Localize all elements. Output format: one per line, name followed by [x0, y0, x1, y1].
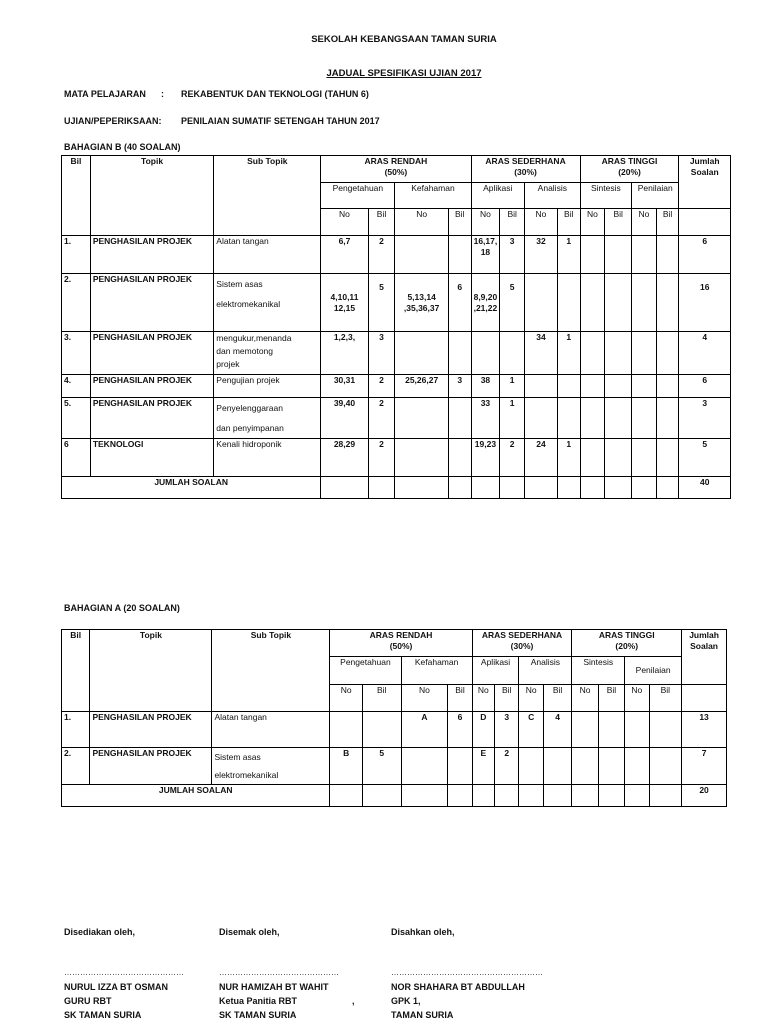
no-header: No [472, 685, 494, 712]
bil-header: Bil [448, 685, 472, 712]
jumlah-label: Jumlah [689, 156, 720, 166]
aras-rendah-label: ARAS RENDAH [369, 630, 433, 640]
col-topik-header: Topik [90, 156, 213, 236]
penilaian-no [632, 375, 657, 398]
penilaian-bil [656, 375, 679, 398]
kefahaman-bil: 3 [448, 375, 471, 398]
aplikasi-no [471, 332, 500, 375]
analisis-bil [543, 748, 572, 785]
no-header: No [525, 209, 558, 236]
penilaian-no [632, 332, 657, 375]
kefahaman-no [395, 236, 449, 274]
kefahaman-no [395, 274, 449, 332]
soalan-label: Soalan [690, 641, 718, 651]
penilaian-bil [649, 748, 682, 785]
pengetahuan-bil: 2 [368, 236, 395, 274]
pengetahuan-no: 39,40 [321, 398, 368, 439]
total-label: JUMLAH SOALAN [62, 785, 330, 807]
pengetahuan-no-line: 12,15 [333, 302, 356, 313]
aras-sederhana-label: ARAS SEDERHANA [481, 630, 563, 640]
kefahaman-header: Kefahaman [401, 657, 472, 685]
no-header: No [572, 685, 598, 712]
no-header: No [321, 209, 368, 236]
pengetahuan-no: 28,29 [321, 439, 368, 477]
aplikasi-no [471, 274, 500, 332]
col-subtopik-header: Sub Topik [214, 156, 321, 236]
sintesis-no [580, 332, 605, 375]
signatory-1-place: SK TAMAN SURIA [64, 1010, 142, 1020]
kefahaman-bil [448, 236, 471, 274]
penilaian-bil [656, 236, 679, 274]
sintesis-bil [598, 748, 624, 785]
bil-header: Bil [448, 209, 471, 236]
pengetahuan-bil: 3 [368, 332, 395, 375]
col-topik-header: Topik [90, 630, 212, 712]
total-value: 20 [682, 785, 727, 807]
pengetahuan-header: Pengetahuan [330, 657, 401, 685]
row-jumlah: 16 [679, 274, 731, 332]
row-subtopik: Alatan tangan [212, 712, 330, 748]
aplikasi-bil: 3 [500, 236, 525, 274]
signatory-2-place: SK TAMAN SURIA [219, 1010, 297, 1020]
signatory-2-comma: , [352, 996, 355, 1006]
aras-tinggi-percent: (20%) [618, 167, 641, 177]
row-number: 2. [62, 274, 91, 332]
sintesis-no [580, 439, 605, 477]
col-bil-header: Bil [62, 156, 91, 236]
total-value: 40 [679, 477, 731, 499]
signatory-2-name: NUR HAMIZAH BT WAHIT [219, 982, 329, 992]
school-name: SEKOLAH KEBANGSAAN TAMAN SURIA [311, 34, 497, 45]
no-header: No [471, 209, 500, 236]
no-header: No [632, 209, 657, 236]
row-topik: PENGHASILAN PROJEK [90, 274, 213, 332]
aplikasi-header: Aplikasi [472, 657, 519, 685]
header-row-1 [62, 630, 727, 657]
aplikasi-bil: 1 [500, 398, 525, 439]
sintesis-no [580, 398, 605, 439]
aras-sederhana-header [472, 630, 572, 657]
pengetahuan-no [321, 274, 368, 332]
sintesis-bil [605, 375, 632, 398]
analisis-header: Analisis [519, 657, 572, 685]
section-a-table [61, 629, 727, 807]
sintesis-no [580, 236, 605, 274]
penilaian-header: Penilaian [632, 183, 679, 209]
aplikasi-no [471, 236, 500, 274]
sintesis-no [580, 375, 605, 398]
aras-sederhana-percent: (30%) [510, 641, 534, 651]
bil-header: Bil [362, 685, 401, 712]
exam-label: UJIAN/PEPERIKSAAN: [64, 116, 162, 126]
signatory-3-name: NOR SHAHARA BT ABDULLAH [391, 982, 525, 992]
aplikasi-bil: 5 [500, 274, 525, 332]
kefahaman-no-line: 5,13,14 [407, 291, 436, 302]
sintesis-bil [605, 274, 632, 332]
row-subtopik [214, 332, 321, 375]
aras-tinggi-header [572, 630, 682, 657]
sintesis-header: Sintesis [580, 183, 631, 209]
signatory-1-name: NURUL IZZA BT OSMAN [64, 982, 168, 992]
row-jumlah: 4 [679, 332, 731, 375]
analisis-bil: 4 [543, 712, 572, 748]
row-topik: PENGHASILAN PROJEK [90, 398, 213, 439]
penilaian-bil [656, 439, 679, 477]
row-jumlah: 6 [679, 236, 731, 274]
aplikasi-bil: 1 [500, 375, 525, 398]
row-subtopik: Alatan tangan [214, 236, 321, 274]
jumlah-header [679, 156, 731, 209]
aras-sederhana-label: ARAS SEDERHANA [485, 156, 566, 166]
row-topik: PENGHASILAN PROJEK [90, 375, 213, 398]
section-a-title: BAHAGIAN A (20 SOALAN) [64, 603, 180, 613]
col-bil-header: Bil [62, 630, 90, 712]
sintesis-bil [605, 398, 632, 439]
analisis-bil: 1 [557, 439, 580, 477]
subject-label: MATA PELAJARAN [64, 89, 146, 99]
kefahaman-bil: 6 [448, 274, 471, 332]
analisis-no: 24 [525, 439, 558, 477]
analisis-no: 32 [525, 236, 558, 274]
subtopik-line: Sistem asas [214, 752, 261, 762]
kefahaman-no [395, 332, 449, 375]
aras-sederhana-percent: (30%) [514, 167, 537, 177]
table-row [62, 332, 731, 375]
pengetahuan-bil: 2 [368, 375, 395, 398]
bil-header: Bil [495, 685, 519, 712]
sintesis-bil [605, 439, 632, 477]
analisis-no: 34 [525, 332, 558, 375]
penilaian-no [632, 398, 657, 439]
row-number: 5. [62, 398, 91, 439]
aras-rendah-label: ARAS RENDAH [364, 156, 428, 166]
subject-value: REKABENTUK DAN TEKNOLOGI (TAHUN 6) [181, 89, 369, 99]
section-b-title: BAHAGIAN B (40 SOALAN) [64, 142, 181, 152]
aplikasi-no: 38 [471, 375, 500, 398]
aplikasi-no: 33 [471, 398, 500, 439]
aras-rendah-percent: (50%) [384, 167, 408, 177]
aras-rendah-header [321, 156, 471, 183]
aras-rendah-percent: (50%) [389, 641, 413, 651]
bil-header: Bil [656, 209, 679, 236]
aplikasi-no: D [472, 712, 494, 748]
empty-cell [682, 685, 727, 712]
aplikasi-no-line: 16,17, [473, 236, 498, 246]
subtopik-line: Penyelenggaraan [216, 403, 283, 413]
analisis-bil: 1 [557, 236, 580, 274]
row-topik: PENGHASILAN PROJEK [90, 236, 213, 274]
analisis-bil [557, 375, 580, 398]
penilaian-bil [656, 398, 679, 439]
no-header: No [519, 685, 543, 712]
document-title: JADUAL SPESIFIKASI UJIAN 2017 [326, 68, 482, 79]
analisis-bil [557, 274, 580, 332]
row-topik: PENGHASILAN PROJEK [90, 332, 213, 375]
table-row [62, 236, 731, 274]
analisis-bil: 1 [557, 332, 580, 375]
subtopik-line: Sistem asas [216, 279, 263, 289]
sintesis-bil [605, 332, 632, 375]
signatory-2-role: Ketua Panitia RBT [219, 996, 298, 1006]
pengetahuan-header: Pengetahuan [321, 183, 395, 209]
penilaian-header: Penilaian [625, 657, 682, 685]
bil-header: Bil [368, 209, 395, 236]
signature-line: ……………………………………… [219, 968, 339, 977]
row-number: 2. [62, 748, 90, 785]
analisis-no: C [519, 712, 543, 748]
sintesis-bil [605, 236, 632, 274]
signature-line: ……………………………………… [64, 968, 184, 977]
aplikasi-no: 19,23 [471, 439, 500, 477]
pengetahuan-no-line: 4,10,11 [330, 291, 359, 302]
row-topik: TEKNOLOGI [90, 439, 213, 477]
kefahaman-bil [448, 398, 471, 439]
checked-by-label: Disemak oleh, [219, 927, 280, 937]
kefahaman-bil [448, 439, 471, 477]
row-subtopik: Kenali hidroponik [214, 439, 321, 477]
bil-header: Bil [598, 685, 624, 712]
aras-tinggi-header [580, 156, 679, 183]
bil-header: Bil [543, 685, 572, 712]
bil-header: Bil [557, 209, 580, 236]
aras-rendah-header [330, 630, 472, 657]
no-header: No [625, 685, 649, 712]
penilaian-no [632, 236, 657, 274]
row-jumlah: 7 [682, 748, 727, 785]
row-number: 3. [62, 332, 91, 375]
table-row [62, 398, 731, 439]
penilaian-no [625, 712, 649, 748]
row-subtopik [214, 274, 321, 332]
analisis-no [519, 748, 543, 785]
signature-line: ………………………………………………… [391, 968, 543, 977]
pengetahuan-no: B [330, 748, 363, 785]
subtopik-line: elektromekanikal [216, 299, 281, 309]
analisis-no [525, 398, 558, 439]
sintesis-bil [598, 712, 624, 748]
row-jumlah: 6 [679, 375, 731, 398]
pengetahuan-no: 30,31 [321, 375, 368, 398]
row-jumlah: 13 [682, 712, 727, 748]
section-b-table [61, 155, 731, 499]
subtopik-line: projek [216, 359, 240, 369]
sintesis-no [572, 748, 598, 785]
jumlah-label: Jumlah [689, 630, 719, 640]
analisis-header: Analisis [525, 183, 581, 209]
row-topik: PENGHASILAN PROJEK [90, 712, 212, 748]
aras-tinggi-percent: (20%) [615, 641, 639, 651]
subtopik-line: mengukur,menanda [216, 333, 292, 343]
soalan-label: Soalan [690, 167, 719, 177]
row-number: 1. [62, 236, 91, 274]
no-header: No [580, 209, 605, 236]
sintesis-no [572, 712, 598, 748]
subject-separator: : [161, 89, 164, 99]
col-subtopik-header: Sub Topik [212, 630, 330, 712]
aplikasi-no-line: 18 [480, 247, 491, 257]
row-jumlah: 5 [679, 439, 731, 477]
table-row [62, 375, 731, 398]
row-topik: PENGHASILAN PROJEK [90, 748, 212, 785]
bil-header: Bil [605, 209, 632, 236]
kefahaman-no-line: ,35,36,37 [403, 302, 440, 313]
aras-sederhana-header [471, 156, 580, 183]
kefahaman-no: A [401, 712, 448, 748]
analisis-no [525, 274, 558, 332]
bil-header: Bil [500, 209, 525, 236]
aplikasi-bil: 2 [495, 748, 519, 785]
pengetahuan-bil: 2 [368, 439, 395, 477]
aras-tinggi-label: ARAS TINGGI [598, 630, 655, 640]
aras-tinggi-label: ARAS TINGGI [601, 156, 658, 166]
row-subtopik [212, 748, 330, 785]
approved-by-label: Disahkan oleh, [391, 927, 455, 937]
kefahaman-header: Kefahaman [395, 183, 471, 209]
no-header: No [401, 685, 448, 712]
sintesis-no [580, 274, 605, 332]
pengetahuan-bil: 5 [362, 748, 401, 785]
pengetahuan-bil [362, 712, 401, 748]
aplikasi-no-line: 8,9,20 [473, 291, 498, 302]
pengetahuan-no: 6,7 [321, 236, 368, 274]
bil-header: Bil [649, 685, 682, 712]
exam-value: PENILAIAN SUMATIF SETENGAH TAHUN 2017 [181, 116, 380, 126]
analisis-no [525, 375, 558, 398]
subtopik-line: elektromekanikal [214, 770, 279, 780]
signatory-3-place: TAMAN SURIA [391, 1010, 454, 1020]
sintesis-header: Sintesis [572, 657, 625, 685]
kefahaman-bil [448, 332, 471, 375]
penilaian-bil [656, 274, 679, 332]
row-jumlah: 3 [679, 398, 731, 439]
no-header: No [330, 685, 363, 712]
table-row [62, 712, 727, 748]
kefahaman-no [401, 748, 448, 785]
penilaian-bil [656, 332, 679, 375]
pengetahuan-bil: 5 [368, 274, 395, 332]
row-number: 4. [62, 375, 91, 398]
aplikasi-header: Aplikasi [471, 183, 525, 209]
kefahaman-no [395, 439, 449, 477]
row-subtopik: Pengujian projek [214, 375, 321, 398]
subtopik-line: dan penyimpanan [216, 423, 284, 433]
row-subtopik [214, 398, 321, 439]
signatory-3-role: GPK 1, [391, 996, 421, 1006]
table-row [62, 274, 731, 332]
empty-cell [679, 209, 731, 236]
table-row [62, 748, 727, 785]
table-row [62, 439, 731, 477]
penilaian-no [625, 748, 649, 785]
row-number: 1. [62, 712, 90, 748]
kefahaman-bil [448, 748, 472, 785]
pengetahuan-no: 1,2,3, [321, 332, 368, 375]
analisis-bil [557, 398, 580, 439]
kefahaman-no [395, 398, 449, 439]
total-row [62, 477, 731, 499]
no-header: No [395, 209, 449, 236]
penilaian-no [632, 439, 657, 477]
row-number: 6 [62, 439, 91, 477]
header-row-1 [62, 156, 731, 183]
aplikasi-no-line: ,21,22 [473, 302, 498, 313]
penilaian-no [632, 274, 657, 332]
signatory-1-role: GURU RBT [64, 996, 112, 1006]
total-label: JUMLAH SOALAN [62, 477, 321, 499]
subtopik-line: dan memotong [216, 346, 273, 356]
jumlah-header [682, 630, 727, 685]
kefahaman-no: 25,26,27 [395, 375, 449, 398]
prepared-by-label: Disediakan oleh, [64, 927, 136, 937]
aplikasi-no: E [472, 748, 494, 785]
pengetahuan-no [330, 712, 363, 748]
total-row [62, 785, 727, 807]
aplikasi-bil: 3 [495, 712, 519, 748]
pengetahuan-bil: 2 [368, 398, 395, 439]
penilaian-bil [649, 712, 682, 748]
aplikasi-bil [500, 332, 525, 375]
kefahaman-bil: 6 [448, 712, 472, 748]
aplikasi-bil: 2 [500, 439, 525, 477]
